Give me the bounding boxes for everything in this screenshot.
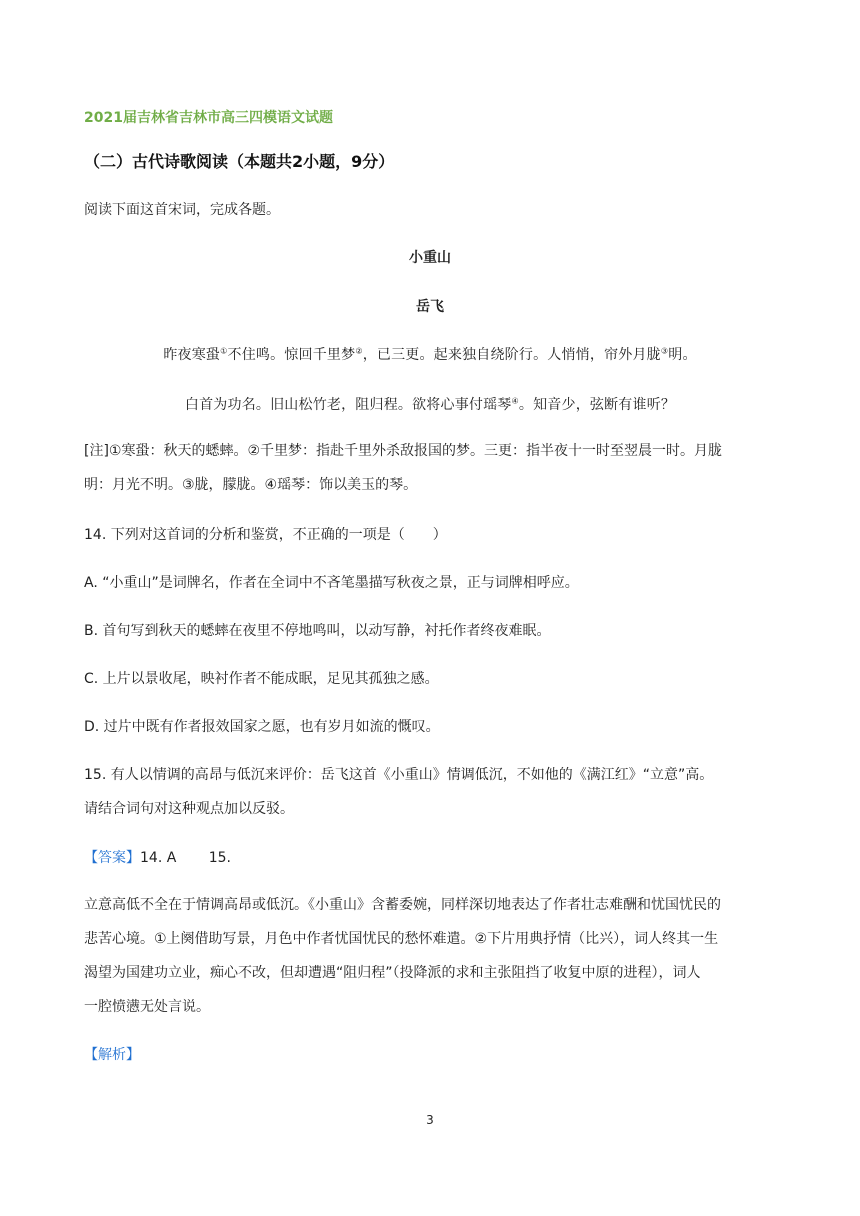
answer-paragraph-line: 一腔愤懑无处言说。 bbox=[84, 999, 210, 1015]
poem-line-1: 昨夜寒蛩①不住鸣。惊回千里梦②，已三更。起来独自绕阶行。人悄悄，帘外月胧③明。 bbox=[163, 346, 697, 363]
option-c: C. 上片以景收尾，映衬作者不能成眠，足见其孤独之感。 bbox=[84, 671, 439, 687]
notes-line-1: [注]①寒蛩：秋天的蟋蟀。②千里梦：指赴千里外杀敌报国的梦。三更：指半夜十一时至翌晨一时。月胧 bbox=[84, 443, 723, 459]
page-number: 3 bbox=[426, 1113, 434, 1127]
question-14-stem: 14. 下列对这首词的分析和鉴赏，不正确的一项是（ ） bbox=[84, 527, 447, 543]
note-ref-1: ① bbox=[220, 346, 228, 356]
section-title: （二）古代诗歌阅读（本题共2小题，9分） bbox=[84, 152, 395, 171]
note-ref-3: ③ bbox=[660, 346, 669, 356]
note-ref-2: ② bbox=[355, 346, 363, 356]
question-15-line-1: 15. 有人以情调的高昂与低沉来评价：岳飞这首《小重山》情调低沉，不如他的《满江红》“立意”高。 bbox=[84, 767, 714, 783]
analysis-tag: 【解析】 bbox=[84, 1047, 140, 1063]
notes-line-2: 明：月光不明。③胧，朦胧。④瑶琴：饰以美玉的琴。 bbox=[84, 477, 418, 493]
answer-paragraph-line: 立意高低不全在于情调高昂或低沉。《小重山》含蓄委婉，同样深切地表达了作者壮志难酬和忧国忧民的 bbox=[84, 897, 721, 913]
option-d: D. 过片中既有作者报效国家之愿，也有岁月如流的慨叹。 bbox=[84, 719, 440, 735]
instruction-text: 阅读下面这首宋词，完成各题。 bbox=[84, 202, 280, 218]
answer-tag: 【答案】 bbox=[84, 850, 140, 866]
answer-text: 14. A 15. bbox=[140, 850, 232, 866]
poem-title: 小重山 bbox=[409, 250, 451, 266]
option-b: B. 首句写到秋天的蟋蟀在夜里不停地鸣叫，以动写静，衬托作者终夜难眠。 bbox=[84, 623, 551, 639]
answer-line bbox=[84, 848, 231, 868]
answer-paragraph-line: 悲苦心境。①上阕借助写景，月色中作者忧国忧民的愁怀难遣。②下片用典抒情（比兴），词人终其一生 bbox=[84, 931, 719, 947]
note-ref-4: ④ bbox=[511, 396, 519, 406]
option-a: A. “小重山”是词牌名，作者在全词中不吝笔墨描写秋夜之景，正与词牌相呼应。 bbox=[84, 575, 579, 591]
poem-line-2: 白首为功名。旧山松竹老，阻归程。欲将心事付瑶琴④。知音少，弦断有谁听？ bbox=[184, 396, 676, 413]
question-15-line-2: 请结合词句对这种观点加以反驳。 bbox=[84, 801, 294, 817]
answer-paragraph-line: 渴望为国建功立业，痴心不改，但却遭遇“阻归程”（投降派的求和主张阻挡了收复中原的进程），词人 bbox=[84, 965, 701, 981]
exam-title: 2021届吉林省吉林市高三四模语文试题 bbox=[84, 110, 333, 126]
poem-author: 岳飞 bbox=[416, 299, 444, 315]
